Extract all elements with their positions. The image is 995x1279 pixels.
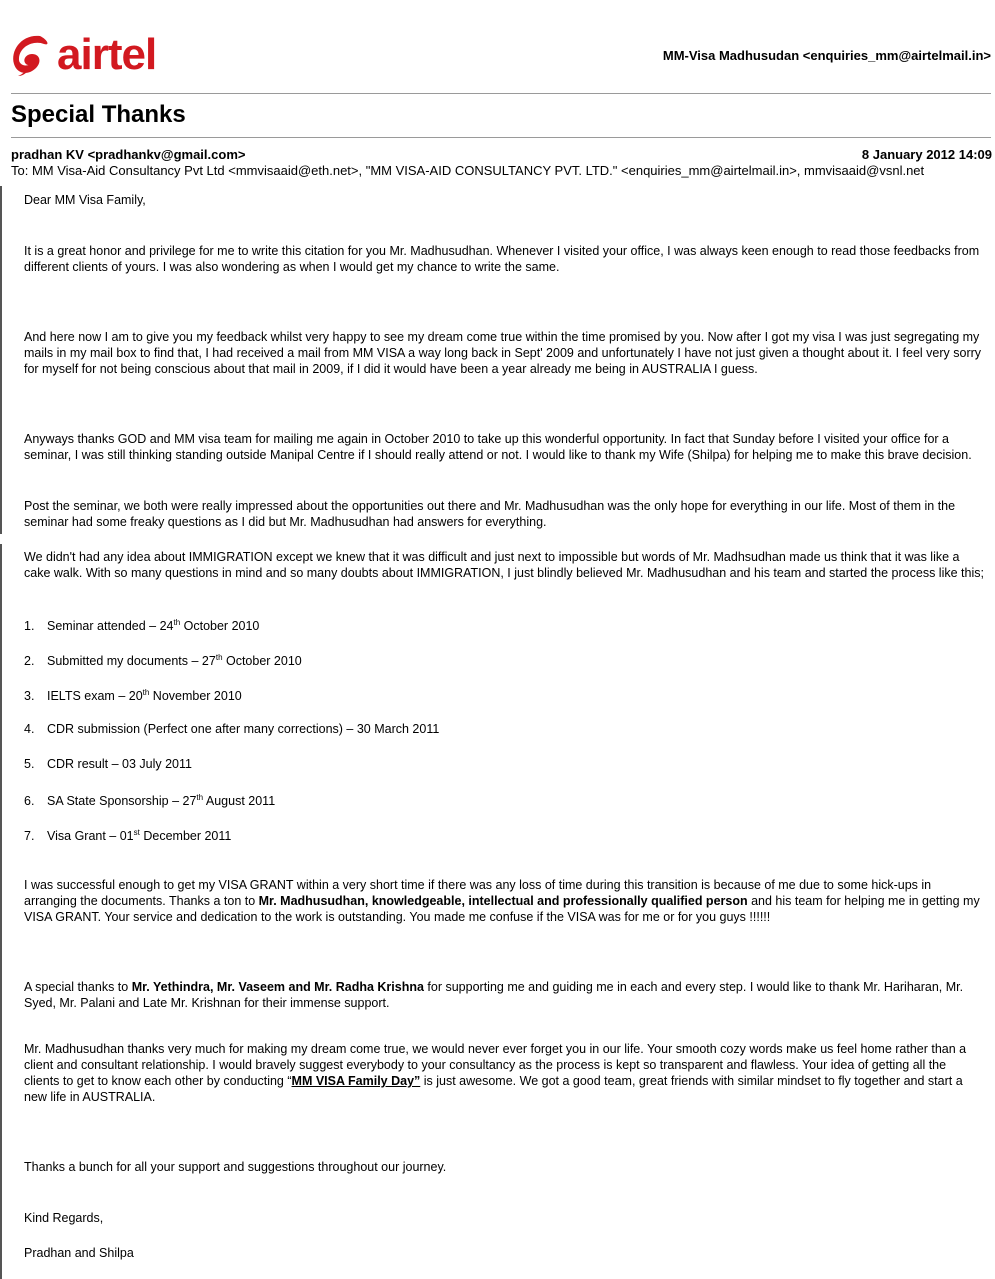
paragraph: And here now I am to give you my feedback whilst very happy to see my dream come true within the time promised by you. Now after I got my visa I was just segregating my mails in my mail box to find that, I had received a mail from MM VISA a way long back in Sept' 2009 and unfortunately I have not just given a thought about it. I feel very sorry for myself for not being conscious about that mail in 2009, if I did it would have been a year already me being in AUSTRALIA I guess. [24,330,982,376]
paragraph: A special thanks to Mr. Yethindra, Mr. Vaseem and Mr. Radha Krishna for supporting me and guiding me in each and every step. I would like to thank Mr. Hariharan, Mr. Syed, Mr. Palani and Late Mr. Krishnan for their immense support. [24,980,964,1010]
quote-bar [0,544,2,1279]
list-item: 2. Submitted my documents – 27th October 2010 [24,653,302,668]
paragraph: Post the seminar, we both were really impressed about the opportunities out there and Mr. Madhusudhan was the only hope for everything in our life. Most of them in the seminar had some freaky questions as I did but Mr. Madhusudhan had answers for everything. [24,499,956,529]
list-item: 5. CDR result – 03 July 2011 [24,757,192,771]
paragraph: Mr. Madhusudhan thanks very much for making my dream come true, we would never ever forget you in our life. Your smooth cozy words make us feel home rather than a client and consultant relationship. I would bravely suggest everybody to your consultancy as the process is kept so transparent and flawless. Your idea of getting all the clients to get to know each other by conducting “MM VISA Family Day” is just awesome. We got a good team, great friends with similar mindset to fly together and start a new life in AUSTRALIA. [24,1042,967,1104]
list-item: 7. Visa Grant – 01st December 2011 [24,828,232,843]
divider [11,93,991,94]
airtel-swirl-icon [10,32,50,78]
brand-name: airtel [57,30,157,79]
list-item: 4. CDR submission (Perfect one after many corrections) – 30 March 2011 [24,722,440,736]
paragraph: It is a great honor and privilege for me to write this citation for you Mr. Madhusudhan. Whenever I visited your office, I was always keen enough to read those feedbacks from different clients of yours. I was also wondering as when I would get my chance to write the same. [24,244,980,274]
divider [11,137,991,138]
list-item: 3. IELTS exam – 20th November 2010 [24,688,242,703]
email-recipients: To: MM Visa-Aid Consultancy Pvt Ltd <mmvisaaid@eth.net>, "MM VISA-AID CONSULTANCY PVT. LTD." <enquiries_mm@airtelmail.in>, mmvisaaid@vsnl.net [11,163,925,178]
paragraph: I was successful enough to get my VISA GRANT within a very short time if there was any loss of time during this transition is because of me due to some hick-ups in arranging the documents. Thanks a ton to Mr. Madhusudhan, knowledgeable, intellectual and professionally qualified person and his team for helping me in getting my VISA GRANT. Your service and dedication to the work is outstanding. You made me confuse if the VISA was for me or for you guys !!!!!! [24,878,980,924]
email-subject: Special Thanks [11,101,186,128]
list-item: 6. SA State Sponsorship – 27th August 2011 [24,793,276,808]
quote-bar [0,186,2,534]
greeting: Dear MM Visa Family, [24,193,146,207]
paragraph: Thanks a bunch for all your support and suggestions throughout our journey. [24,1160,447,1174]
email-from: pradhan KV <pradhankv@gmail.com> [11,147,246,162]
paragraph: Anyways thanks GOD and MM visa team for mailing me again in October 2010 to take up this wonderful opportunity. In fact that Sunday before I visited your office for a seminar, I was still thinking standing outside Manipal Centre if I should really attend or not. I would like to thank my Wife (Shilpa) for helping me to make this brave decision. [24,432,972,462]
list-item: 1. Seminar attended – 24th October 2010 [24,618,260,633]
sender-address: MM-Visa Madhusudan <enquiries_mm@airtelmail.in> [662,48,991,63]
paragraph: We didn't had any idea about IMMIGRATION except we knew that it was difficult and just next to impossible but words of Mr. Madhsudhan made us think that it was like a cake walk. With so many questions in mind and so many doubts about IMMIGRATION, I just blindly believed Mr. Madhusudhan and his team and started the process like this; [24,550,984,580]
signature: Pradhan and Shilpa [24,1246,134,1260]
email-date: 8 January 2012 14:09 [861,147,992,162]
closing: Kind Regards, [24,1211,104,1225]
